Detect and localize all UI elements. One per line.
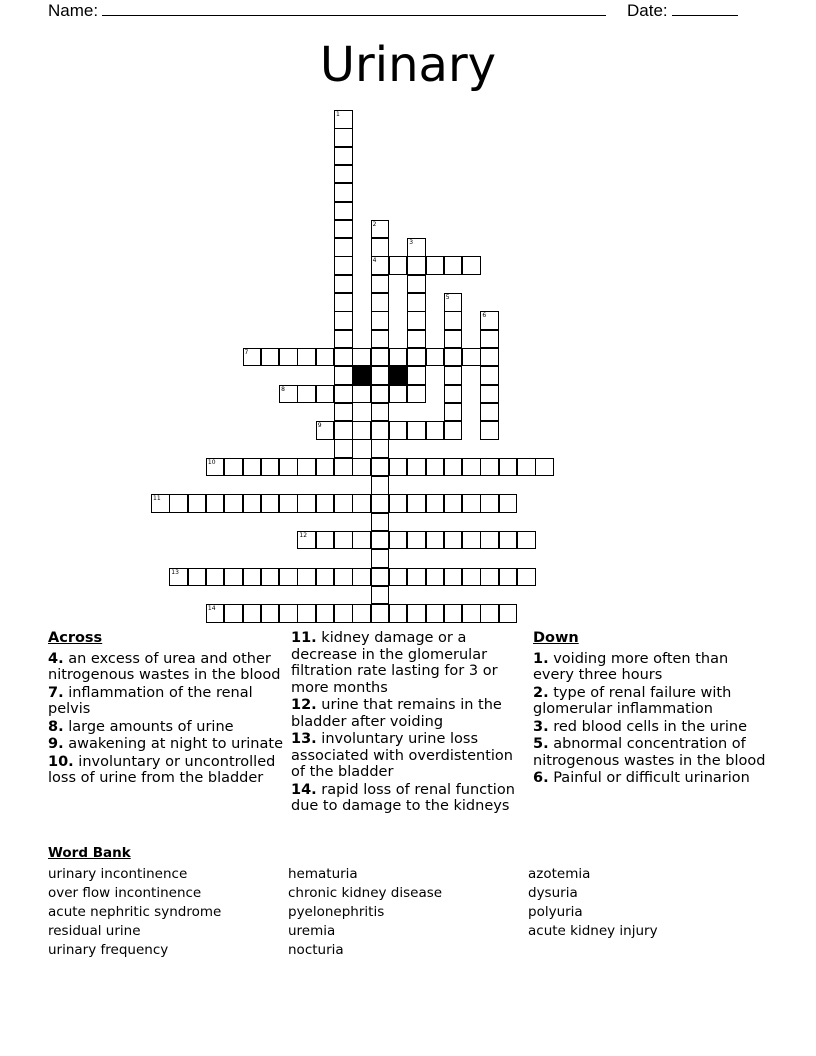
crossword-cell[interactable] [334, 531, 353, 550]
clue-text: involuntary or uncontrolled loss of urine from the bladder [48, 753, 276, 786]
word-bank-column [528, 865, 658, 941]
crossword-cell[interactable] [389, 348, 408, 367]
word-bank-item: dysuria [528, 885, 578, 901]
crossword-cell[interactable] [499, 568, 518, 587]
clue-text: kidney damage or a decrease in the glomerular filtration rate lasting for 3 or more months [291, 630, 498, 696]
crossword-cell[interactable] [426, 531, 445, 550]
crossword-cell[interactable] [389, 494, 408, 513]
across-clues-continued [291, 630, 519, 816]
crossword-cell[interactable] [334, 183, 353, 202]
clue-across-14 [291, 782, 519, 815]
crossword-cell[interactable] [480, 366, 499, 385]
clue-across-9 [48, 736, 284, 753]
crossword-cell[interactable] [371, 549, 390, 568]
crossword-cell[interactable] [334, 256, 353, 275]
crossword-cell[interactable] [352, 531, 371, 550]
crossword-cell[interactable] [334, 458, 353, 477]
down-clues [533, 630, 773, 788]
crossword-cell[interactable] [462, 348, 481, 367]
clue-number: 7. [48, 684, 64, 701]
word-bank-item: over flow incontinence [48, 885, 202, 901]
clue-down-3 [533, 719, 773, 736]
clue-number: 13. [291, 731, 317, 747]
crossword-cell[interactable] [480, 568, 499, 587]
crossword-cell[interactable] [316, 604, 335, 623]
clue-number-label: 13 [171, 568, 179, 576]
crossword-cell[interactable] [316, 348, 335, 367]
crossword-cell[interactable] [279, 458, 298, 477]
crossword-cell[interactable] [389, 458, 408, 477]
crossword-cell[interactable] [243, 568, 262, 587]
clue-number-label: 3 [409, 239, 414, 247]
crossword-cell[interactable] [224, 458, 243, 477]
crossword-cell[interactable] [371, 385, 390, 404]
crossword-cell[interactable] [151, 494, 170, 513]
crossword-cell[interactable] [371, 604, 390, 623]
crossword-cell[interactable] [371, 311, 390, 330]
crossword-cell[interactable] [371, 256, 390, 275]
crossword-cell[interactable] [334, 110, 353, 129]
clue-text: urine that remains in the bladder after voiding [291, 697, 502, 730]
crossword-cell[interactable] [517, 568, 536, 587]
clue-text: an excess of urea and other nitrogenous wastes in the blood [48, 650, 281, 683]
crossword-cell[interactable] [297, 385, 316, 404]
clue-across-8 [48, 719, 284, 736]
crossword-cell[interactable] [480, 421, 499, 440]
crossword-cell[interactable] [334, 348, 353, 367]
clue-across-12 [291, 697, 519, 730]
crossword-cell[interactable] [334, 366, 353, 385]
word-bank-item: hematuria [288, 866, 358, 882]
crossword-cell[interactable] [444, 494, 463, 513]
clue-text: large amounts of urine [68, 718, 234, 735]
crossword-cell[interactable] [480, 311, 499, 330]
crossword-cell[interactable] [407, 238, 426, 257]
crossword-cell[interactable] [371, 275, 390, 294]
crossword-cell[interactable] [426, 421, 445, 440]
crossword-cell[interactable] [224, 604, 243, 623]
crossword-cell[interactable] [243, 458, 262, 477]
crossword-cell[interactable] [407, 385, 426, 404]
word-bank-item: acute kidney injury [528, 923, 658, 939]
clue-text: voiding more often than every three hours [533, 650, 729, 683]
crossword-cell[interactable] [371, 494, 390, 513]
crossword-cell[interactable] [261, 458, 280, 477]
word-bank-item: urinary frequency [48, 942, 169, 958]
clue-down-6 [533, 770, 773, 787]
clue-number: 10. [48, 753, 74, 770]
crossword-cell[interactable] [169, 568, 188, 587]
crossword-cell[interactable] [499, 494, 518, 513]
clue-number-label: 10 [207, 458, 216, 466]
crossword-cell[interactable] [316, 494, 335, 513]
crossword-cell[interactable] [407, 293, 426, 312]
crossword-cell[interactable] [334, 128, 353, 147]
crossword-cell[interactable] [261, 604, 280, 623]
crossword-cell[interactable] [444, 421, 463, 440]
clue-number: 11. [291, 630, 317, 646]
clue-across-13 [291, 731, 519, 781]
word-bank-item: chronic kidney disease [288, 885, 443, 901]
crossword-cell[interactable] [371, 439, 390, 458]
crossword-cell[interactable] [426, 348, 445, 367]
clue-number-label: 6 [482, 312, 487, 320]
crossword-cell[interactable] [389, 421, 408, 440]
clue-number-label: 2 [372, 220, 377, 228]
clue-number: 9. [48, 736, 64, 752]
crossword-cell[interactable] [261, 568, 280, 587]
crossword-cell[interactable] [334, 494, 353, 513]
crossword-cell[interactable] [407, 568, 426, 587]
crossword-cell[interactable] [334, 293, 353, 312]
crossword-cell[interactable] [352, 568, 371, 587]
clue-across-10 [48, 754, 284, 787]
crossword-cell[interactable] [224, 494, 243, 513]
crossword-cell[interactable] [389, 256, 408, 275]
crossword-cell[interactable] [480, 604, 499, 623]
crossword-block-cell [389, 366, 408, 385]
crossword-cell[interactable] [352, 421, 371, 440]
clue-text: red blood cells in the urine [553, 718, 748, 735]
crossword-cell[interactable] [297, 604, 316, 623]
crossword-cell[interactable] [334, 421, 353, 440]
crossword-cell[interactable] [334, 385, 353, 404]
crossword-cell[interactable] [480, 330, 499, 349]
crossword-cell[interactable] [407, 330, 426, 349]
clue-across-7 [48, 685, 284, 718]
clue-number-label: 12 [299, 531, 308, 539]
crossword-cell[interactable] [407, 256, 426, 275]
clue-number: 4. [48, 650, 64, 667]
crossword-cell[interactable] [462, 604, 481, 623]
clue-number: 8. [48, 718, 64, 735]
crossword-cell[interactable] [206, 568, 225, 587]
crossword-cell[interactable] [499, 604, 518, 623]
crossword-cell[interactable] [224, 568, 243, 587]
crossword-cell[interactable] [407, 366, 426, 385]
crossword-cell[interactable] [517, 458, 536, 477]
crossword-cell[interactable] [407, 275, 426, 294]
crossword-cell[interactable] [426, 494, 445, 513]
crossword-cell[interactable] [334, 604, 353, 623]
crossword-cell[interactable] [480, 458, 499, 477]
clue-number-label: 9 [317, 422, 322, 430]
clue-number: 12. [291, 697, 317, 713]
crossword-cell[interactable] [444, 403, 463, 422]
across-heading: Across [48, 630, 103, 646]
crossword-cell[interactable] [243, 494, 262, 513]
crossword-cell[interactable] [444, 531, 463, 550]
crossword-cell[interactable] [462, 458, 481, 477]
across-clues [48, 630, 284, 788]
crossword-cell[interactable] [480, 385, 499, 404]
crossword-cell[interactable] [371, 513, 390, 532]
crossword-cell[interactable] [462, 568, 481, 587]
clue-number: 6. [533, 770, 549, 786]
crossword-cell[interactable] [426, 604, 445, 623]
word-bank-item: urinary incontinence [48, 866, 188, 882]
crossword-cell[interactable] [535, 458, 554, 477]
crossword-cell[interactable] [371, 220, 390, 239]
crossword-cell[interactable] [444, 458, 463, 477]
crossword-cell[interactable] [444, 348, 463, 367]
crossword-cell[interactable] [407, 421, 426, 440]
crossword-cell[interactable] [334, 403, 353, 422]
crossword-cell[interactable] [316, 568, 335, 587]
clue-text: involuntary urine loss associated with overdistention of the bladder [291, 731, 513, 780]
crossword-cell[interactable] [371, 366, 390, 385]
crossword-cell[interactable] [444, 256, 463, 275]
crossword-cell[interactable] [206, 604, 225, 623]
crossword-block-cell [352, 366, 371, 385]
word-bank-column [48, 865, 221, 960]
crossword-cell[interactable] [334, 439, 353, 458]
crossword-cell[interactable] [243, 348, 262, 367]
crossword-cell[interactable] [407, 311, 426, 330]
crossword-cell[interactable] [297, 568, 316, 587]
crossword-cell[interactable] [499, 458, 518, 477]
clue-number-label: 14 [207, 605, 216, 613]
crossword-cell[interactable] [371, 568, 390, 587]
crossword-cell[interactable] [389, 385, 408, 404]
crossword-cell[interactable] [389, 568, 408, 587]
clue-number: 1. [533, 650, 549, 667]
crossword-cell[interactable] [462, 494, 481, 513]
clue-text: Painful or difficult urinarion [553, 770, 750, 786]
crossword-cell[interactable] [316, 385, 335, 404]
crossword-cell[interactable] [279, 604, 298, 623]
crossword-cell[interactable] [371, 403, 390, 422]
crossword-cell[interactable] [480, 403, 499, 422]
word-bank [48, 845, 768, 958]
crossword-cell[interactable] [297, 494, 316, 513]
crossword-cell[interactable] [371, 293, 390, 312]
clue-text: abnormal concentration of nitrogenous wastes in the blood [533, 736, 766, 769]
crossword-cell[interactable] [444, 366, 463, 385]
clue-text: rapid loss of renal function due to damage to the kidneys [291, 781, 515, 814]
word-bank-item: pyelonephritis [288, 904, 385, 920]
clue-number-label: 8 [281, 385, 285, 393]
crossword-cell[interactable] [297, 348, 316, 367]
crossword-cell[interactable] [371, 458, 390, 477]
crossword-cell[interactable] [169, 494, 188, 513]
crossword-cell[interactable] [462, 531, 481, 550]
crossword-cell[interactable] [407, 494, 426, 513]
crossword-cell[interactable] [206, 494, 225, 513]
crossword-cell[interactable] [371, 421, 390, 440]
crossword-cell[interactable] [334, 202, 353, 221]
clue-text: type of renal failure with glomerular inflammation [533, 684, 732, 717]
crossword-cell[interactable] [279, 568, 298, 587]
crossword-cell[interactable] [426, 458, 445, 477]
crossword-cell[interactable] [371, 531, 390, 550]
clue-down-1 [533, 651, 773, 684]
crossword-cell[interactable] [480, 348, 499, 367]
clue-number-label: 11 [153, 495, 161, 503]
date-label: Date: [627, 1, 668, 20]
crossword-cell[interactable] [407, 531, 426, 550]
crossword-cell[interactable] [261, 348, 280, 367]
clue-number: 14. [291, 781, 317, 798]
clue-number-label: 4 [372, 257, 377, 265]
word-bank-item: residual urine [48, 923, 141, 939]
word-bank-item: polyuria [528, 904, 583, 920]
crossword-cell[interactable] [243, 604, 262, 623]
crossword-cell[interactable] [517, 531, 536, 550]
crossword-cell[interactable] [444, 293, 463, 312]
crossword-cell[interactable] [444, 568, 463, 587]
crossword-cell[interactable] [279, 348, 298, 367]
crossword-cell[interactable] [352, 385, 371, 404]
crossword-cell[interactable] [279, 494, 298, 513]
word-bank-item: azotemia [528, 866, 591, 882]
down-heading: Down [533, 630, 579, 646]
page-title: Urinary [319, 37, 497, 93]
clue-across-11 [291, 630, 519, 696]
clue-number: 3. [533, 718, 549, 735]
clue-text: awakening at night to urinate [68, 736, 283, 752]
clue-down-5 [533, 736, 773, 769]
crossword-cell[interactable] [371, 330, 390, 349]
crossword-cell[interactable] [371, 586, 390, 605]
crossword-cell[interactable] [407, 604, 426, 623]
clue-number-label: 7 [244, 348, 249, 356]
crossword-cell[interactable] [499, 531, 518, 550]
crossword-cell[interactable] [316, 458, 335, 477]
crossword-cell[interactable] [371, 348, 390, 367]
crossword-cell[interactable] [188, 494, 207, 513]
clue-number: 2. [533, 684, 549, 701]
clue-number-label: 5 [445, 294, 450, 301]
crossword-cell[interactable] [334, 311, 353, 330]
crossword-cell[interactable] [334, 165, 353, 184]
crossword-cell[interactable] [297, 531, 316, 550]
crossword-cell[interactable] [334, 330, 353, 349]
crossword-cell[interactable] [389, 531, 408, 550]
crossword-cell[interactable] [352, 348, 371, 367]
crossword-cell[interactable] [426, 568, 445, 587]
word-bank-heading: Word Bank [48, 845, 131, 861]
clue-across-4 [48, 651, 284, 684]
crossword-cell[interactable] [352, 494, 371, 513]
crossword-cell[interactable] [389, 604, 408, 623]
crossword-cell[interactable] [371, 476, 390, 495]
crossword-cell[interactable] [206, 458, 225, 477]
crossword-cell[interactable] [334, 568, 353, 587]
name-label: Name: [48, 1, 99, 20]
crossword-cell[interactable] [352, 604, 371, 623]
crossword-cell[interactable] [188, 568, 207, 587]
crossword-cell[interactable] [261, 494, 280, 513]
crossword-cell[interactable] [407, 348, 426, 367]
crossword-cell[interactable] [426, 256, 445, 275]
clue-number: 5. [533, 736, 549, 752]
crossword-cell[interactable] [444, 311, 463, 330]
crossword-cell[interactable] [334, 220, 353, 239]
crossword-cell[interactable] [444, 385, 463, 404]
crossword-cell[interactable] [371, 238, 390, 257]
crossword-cell[interactable] [279, 385, 298, 404]
crossword-cell[interactable] [316, 421, 335, 440]
crossword-cell[interactable] [407, 458, 426, 477]
crossword-cell[interactable] [352, 458, 371, 477]
word-bank-item: acute nephritic syndrome [48, 904, 222, 920]
crossword-cell[interactable] [297, 458, 316, 477]
crossword-cell[interactable] [462, 256, 481, 275]
crossword-cell[interactable] [334, 275, 353, 294]
clue-number-label: 1 [336, 111, 340, 118]
crossword-cell[interactable] [334, 238, 353, 257]
clue-down-2 [533, 685, 773, 718]
crossword-cell[interactable] [316, 531, 335, 550]
word-bank-item: nocturia [288, 942, 344, 958]
word-bank-item: uremia [288, 923, 336, 939]
crossword-cell[interactable] [480, 494, 499, 513]
crossword-cell[interactable] [444, 604, 463, 623]
word-bank-column [288, 865, 442, 960]
crossword-cell[interactable] [334, 147, 353, 166]
crossword-cell[interactable] [480, 531, 499, 550]
crossword-cell[interactable] [444, 330, 463, 349]
clue-text: inflammation of the renal pelvis [48, 684, 253, 717]
